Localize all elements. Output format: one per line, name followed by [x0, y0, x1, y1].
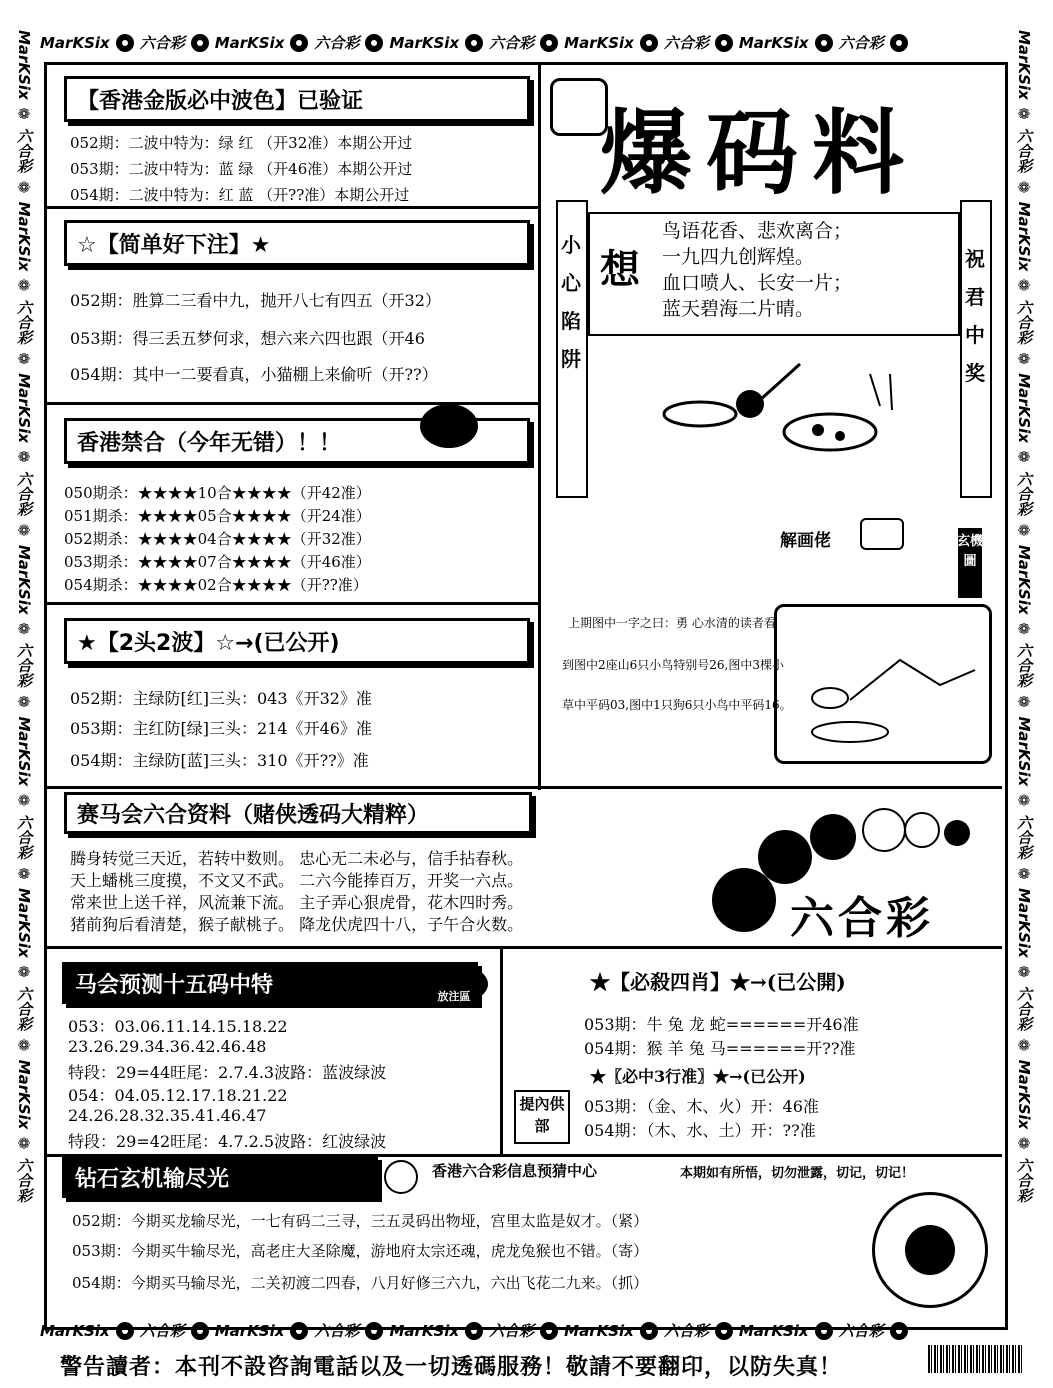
section1-line: 054期：二波中特为：红 蓝 （开??准）本期公开过 [70, 186, 410, 204]
divider [46, 946, 1002, 949]
divider [46, 206, 538, 209]
dot-icon [758, 830, 812, 884]
footer-warning: 警告讀者：本刊不設咨詢電話以及一切透碼服務！敬請不要翻印，以防失真！ [60, 1355, 843, 1380]
hint-line: 上期图中一字之曰：勇 心水清的读者看 [568, 616, 776, 630]
section7-line: 053期：（金、木、火）开：46准 [584, 1097, 819, 1116]
hint-line: 到图中2座山6只小鸟特别号26,图中3棵小 [562, 658, 784, 672]
section7-line: 053期：牛 兔 龙 蛇======开46准 [584, 1015, 859, 1034]
section2-line: 053期：得三丢五梦何求，想六来六四也跟（开46 [70, 329, 425, 348]
section3-line: 054期杀：★★★★02合★★★★（开??准） [64, 576, 368, 594]
think-char: 想 [600, 246, 640, 293]
poem-line: 一九四九创辉煌。 [662, 246, 815, 268]
section8-line: 052期：今期买龙输尽光，一七有码二三寻，三五灵码出物垭，宫里太监是奴才。（紧） [72, 1212, 649, 1230]
section6-title: 马会预测十五码中特 [62, 962, 478, 1004]
section3-title: 香港禁合（今年无错）！！ [64, 418, 530, 464]
section3-line: 050期杀：★★★★10合★★★★（开42准） [64, 484, 371, 502]
flower-icon [815, 34, 833, 52]
notice-text: 本期如有所悟，切勿泄露，切记，切记！ [680, 1166, 915, 1181]
flower-icon [640, 34, 658, 52]
hk-logo-icon [420, 404, 478, 448]
interpret-label: 解画佬 [780, 531, 831, 551]
section6-line: 23.26.29.34.36.42.46.48 [68, 1037, 267, 1056]
xuanji-text: 玄機圖 [956, 534, 983, 569]
section7-subtitle: ★〖必中3行准〗★→(已公开) [590, 1067, 806, 1086]
section6-line: 053：03.06.11.14.15.18.22 [68, 1017, 288, 1036]
flower-icon [890, 34, 908, 52]
border-top: MarKSix 六合彩 MarKSix 六合彩 MarKSix 六合彩 MarKSix 六合彩 MarKSix 六合彩 [40, 32, 914, 53]
dot-icon [904, 812, 940, 848]
flower-icon [365, 34, 383, 52]
section2-line: 052期：胜算二三看中九，抛开八七有四五（开32） [70, 291, 441, 310]
liuhecai-logo: 六合彩 [790, 893, 934, 944]
section6-line: 特段：29=42旺尾：4.7.2.5波路：红波绿波 [68, 1132, 387, 1151]
ewin-badge [420, 964, 488, 1004]
section8-line: 053期：今期买牛输尽光，高老庄大圣除魔，游地府太宗还魂，虎龙兔猴也不错。（寄） [72, 1242, 649, 1260]
section7-line: 054期：猴 羊 兔 马======开??准 [584, 1039, 856, 1058]
dot-icon [712, 868, 776, 932]
seal-emblem [872, 1192, 988, 1308]
border-right: MarKSix ❁ 六合彩 ❁ MarKSix ❁ 六合彩 ❁ MarKSix ❁ 六合彩 ❁ MarKSix ❁ 六合彩 ❁ MarKSix ❁ 六合彩 ❁ MarKSix ❁ 六合彩 ❁ MarKSix ❁ 六合彩 [1015, 30, 1033, 1203]
column-divider [500, 948, 503, 1154]
column-divider [538, 64, 541, 790]
section2-line: 054期：其中一二要看真，小猫棚上来偷听（开??） [70, 365, 438, 384]
section1-title: 【香港金版必中波色】已验证 [64, 76, 530, 122]
flower-icon [290, 34, 308, 52]
section7-line: 054期：（木、水、土）开：??准 [584, 1121, 816, 1140]
notice-cn: 香港六合彩信息预猜中心 [432, 1162, 598, 1180]
dot-icon [810, 814, 856, 860]
section6-line: 054：04.05.12.17.18.21.22 [68, 1086, 288, 1105]
section8-title: 钻石玄机输尽光 [62, 1156, 378, 1198]
target-icon [384, 1160, 418, 1194]
section1-line: 053期：二波中特为：蓝 绿 （开46准）本期公开过 [70, 160, 413, 178]
flower-icon [116, 34, 134, 52]
poem-line: 血口喷人、长安一片； [662, 272, 853, 294]
section4-line: 053期：主红防[绿]三头：214《开46》准 [70, 719, 372, 738]
section3-line: 051期杀：★★★★05合★★★★（开24准） [64, 507, 371, 525]
flower-icon [715, 34, 733, 52]
section1-line: 052期：二波中特为：绿 红 （开32准）本期公开过 [70, 134, 413, 152]
hand-icon [860, 518, 904, 550]
flower-icon [465, 34, 483, 52]
page-title: 爆码料 [600, 100, 919, 207]
poem-line: 蓝天碧海二片晴。 [662, 298, 815, 320]
dot-icon [862, 808, 906, 852]
section6-line: 24.26.28.32.35.41.46.47 [68, 1106, 267, 1125]
section5-line: 腾身转觉三天近，若转中数则。 忠心无二未必与，信手拈春秋。 [70, 849, 524, 868]
section8-line: 054期：今期买马输尽光，二关初渡二四春，八月好修三六九，六出飞花二九来。（抓） [72, 1274, 649, 1292]
internal-tag-text: 提內供部 [519, 1095, 565, 1135]
section5-title: 赛马会六合资料（赌侠透码大精粹） [64, 792, 532, 834]
divider [46, 602, 538, 605]
divider [46, 786, 1002, 789]
border-left: MarKSix ❁ 六合彩 ❁ MarKSix ❁ 六合彩 ❁ MarKSix ❁ 六合彩 ❁ MarKSix ❁ 六合彩 ❁ MarKSix ❁ 六合彩 ❁ MarKSix ❁ 六合彩 ❁ MarKSix ❁ 六合彩 [15, 30, 33, 1203]
section3-line: 052期杀：★★★★04合★★★★（开32准） [64, 530, 371, 548]
section3-line: 053期杀：★★★★07合★★★★（开46准） [64, 553, 371, 571]
flower-icon [191, 34, 209, 52]
section5-line: 猪前狗后看清楚，猴子献桃子。 降龙伏虎四十八，子午合火数。 [70, 915, 524, 934]
internal-tag [514, 1090, 570, 1144]
flower-icon [540, 34, 558, 52]
divider [46, 402, 538, 405]
section6-line: 特段：29=44旺尾：2.7.4.3波路：蓝波绿波 [68, 1063, 387, 1082]
section5-line: 天上蟠桃三度摸，不文又不武。 二六今能捧百万，开奖一六点。 [70, 871, 524, 890]
section4-line: 054期：主绿防[蓝]三头：310《开??》准 [70, 751, 369, 770]
section2-title: ☆【简单好下注】★ [64, 220, 530, 266]
left-scroll-text: 小心陷阱 [561, 233, 581, 371]
cartoon-illustration [640, 344, 940, 474]
right-scroll-text: 祝君中奖 [965, 247, 985, 385]
barcode-icon [928, 1345, 1024, 1373]
section5-line: 常来世上送千祥，风流兼下流。 主子弄心狠虎骨，花木四时秀。 [70, 893, 524, 912]
section7-title: ★【必殺四肖】★→(已公開) [590, 970, 846, 994]
hint-illustration [790, 640, 980, 750]
dot-icon [944, 820, 970, 846]
ewin-badge-text: 放注區 [437, 990, 471, 1003]
section4-line: 052期：主绿防[红]三头：043《开32》准 [70, 689, 372, 708]
section4-title: ★【2头2波】☆→(已公开) [64, 618, 530, 664]
border-bottom: MarKSix 六合彩 MarKSix 六合彩 MarKSix 六合彩 MarKSix 六合彩 MarKSix 六合彩 [40, 1320, 914, 1341]
poem-line: 鸟语花香、悲欢离合； [662, 220, 853, 242]
hint-line: 草中平码03,图中1只狗6只小鸟中平码16。 [562, 698, 792, 712]
